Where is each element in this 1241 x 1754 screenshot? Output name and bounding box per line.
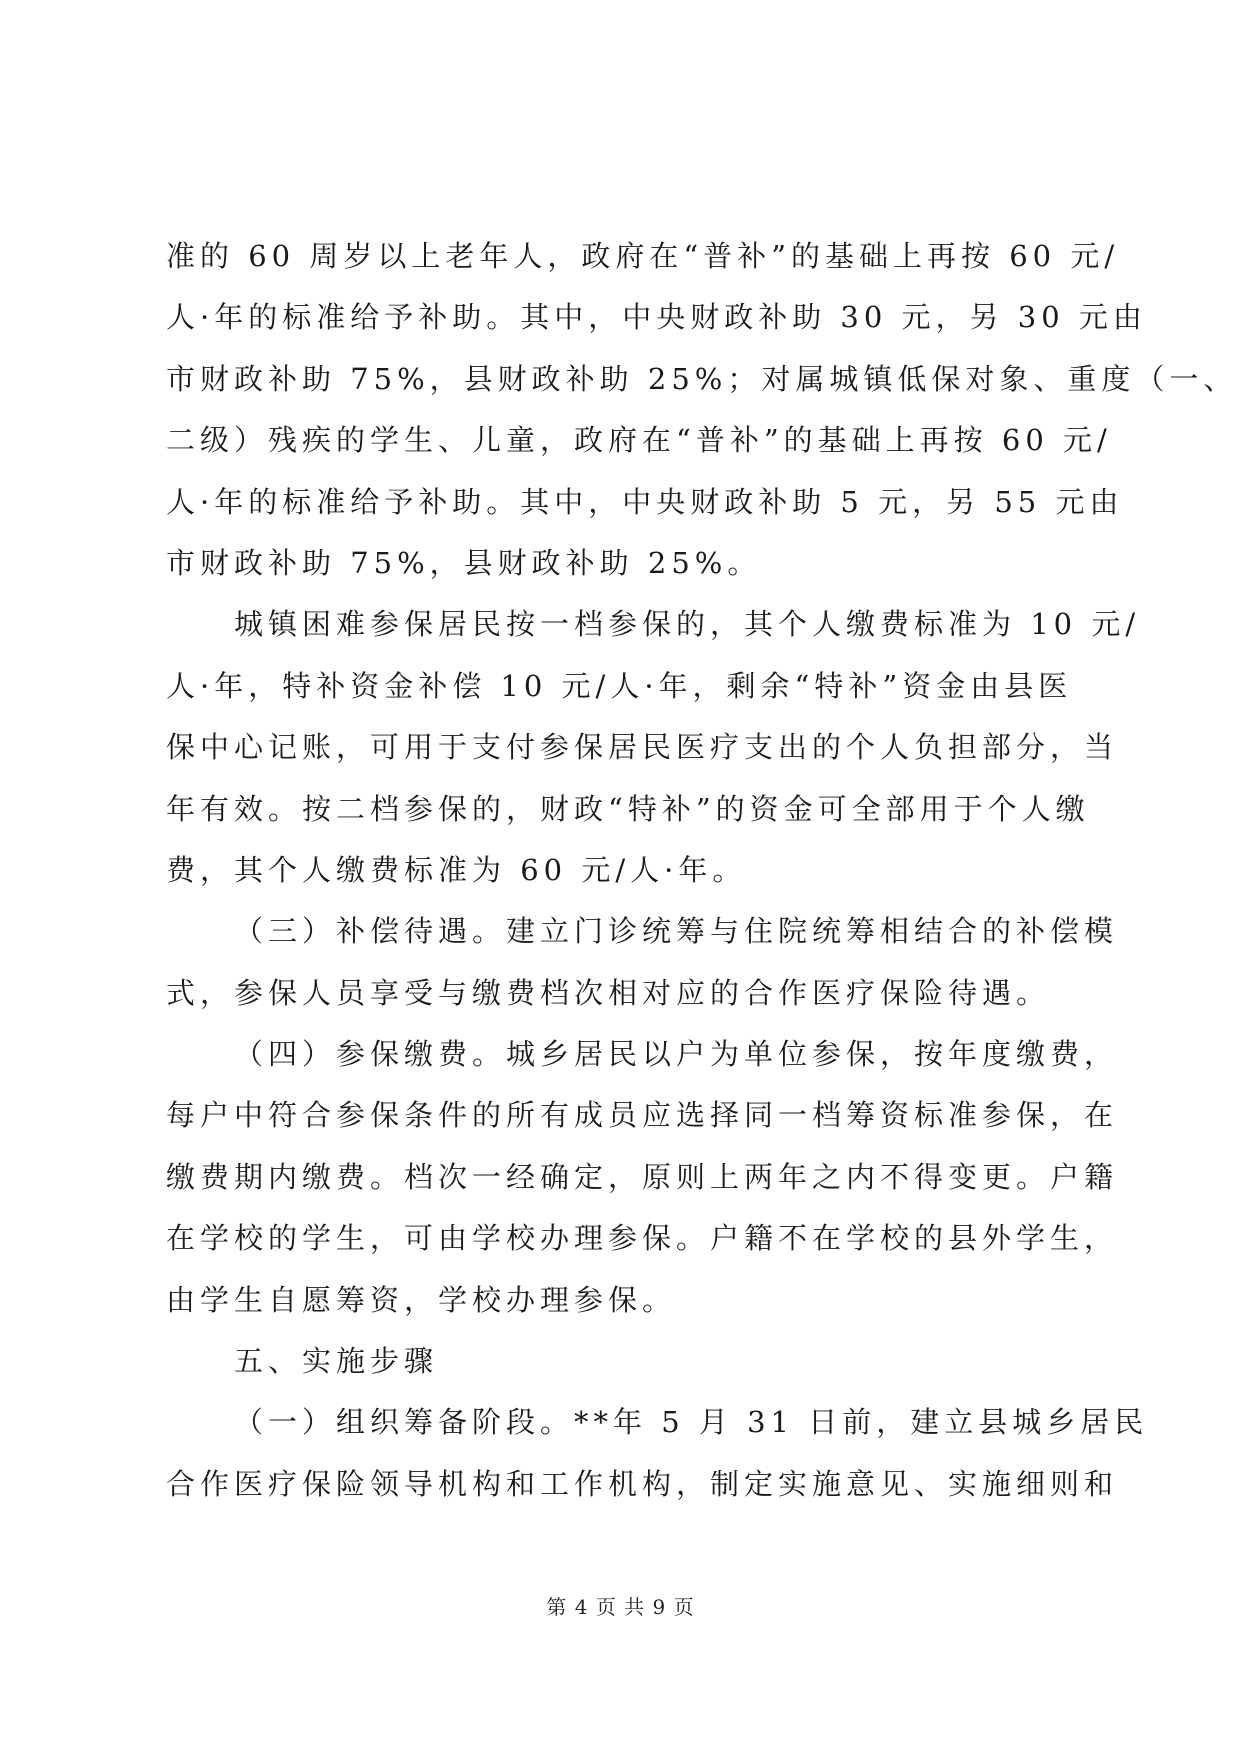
- paragraph-start-line: （一）组织筹备阶段。**年 5 月 31 日前，建立县城乡居民: [234, 1405, 1149, 1440]
- paragraph-start-line: （三）补偿待遇。建立门诊统筹与住院统筹相结合的补偿模: [234, 914, 1119, 949]
- paragraph-start-line: （四）参保缴费。城乡居民以户为单位参保，按年度缴费，: [234, 1037, 1119, 1072]
- text-line: 保中心记账，可用于支付参保居民医疗支出的个人负担部分，当: [166, 730, 1119, 765]
- paragraph-start-line: 城镇困难参保居民按一档参保的，其个人缴费标准为 10 元/: [234, 607, 1141, 642]
- text-line: 准的 60 周岁以上老年人，政府在“普补”的基础上再按 60 元/: [166, 239, 1120, 273]
- text-line: 市财政补助 75%，县财政补助 25%。: [166, 545, 762, 580]
- text-line: 年有效。按二档参保的，财政“特补”的资金可全部用于个人缴: [166, 791, 1090, 826]
- text-line: 在学校的学生，可由学校办理参保。户籍不在学校的县外学生，: [166, 1221, 1119, 1256]
- text-line: 人·年的标准给予补助。其中，中央财政补助 30 元，另 30 元由: [166, 300, 1147, 335]
- text-line: 二级）残疾的学生、儿童，政府在“普补”的基础上再按 60 元/: [166, 423, 1112, 458]
- text-line: 人·年，特补资金补偿 10 元/人·年，剩余“特补”资金由县医: [166, 668, 1073, 703]
- page-number-footer: 第 4 页 共 9 页: [546, 1595, 695, 1619]
- text-line: 市财政补助 75%，县财政补助 25%；对属城镇低保对象、重度（一、: [166, 361, 1238, 396]
- text-line: 费，其个人缴费标准为 60 元/人·年。: [166, 852, 747, 887]
- text-line: 式，参保人员享受与缴费档次相对应的合作医疗保险待遇。: [166, 975, 1051, 1010]
- text-line: 合作医疗保险领导机构和工作机构，制定实施意见、实施细则和: [166, 1466, 1119, 1501]
- section-heading: 五、实施步骤: [234, 1344, 439, 1379]
- document-body: [166, 226, 1238, 1515]
- text-line: 由学生自愿筹资，学校办理参保。: [166, 1282, 677, 1317]
- text-line: 每户中符合参保条件的所有成员应选择同一档筹资标准参保，在: [166, 1098, 1119, 1133]
- text-line: 缴费期内缴费。档次一经确定，原则上两年之内不得变更。户籍: [166, 1159, 1119, 1194]
- text-line: 人·年的标准给予补助。其中，中央财政补助 5 元，另 55 元由: [166, 484, 1124, 519]
